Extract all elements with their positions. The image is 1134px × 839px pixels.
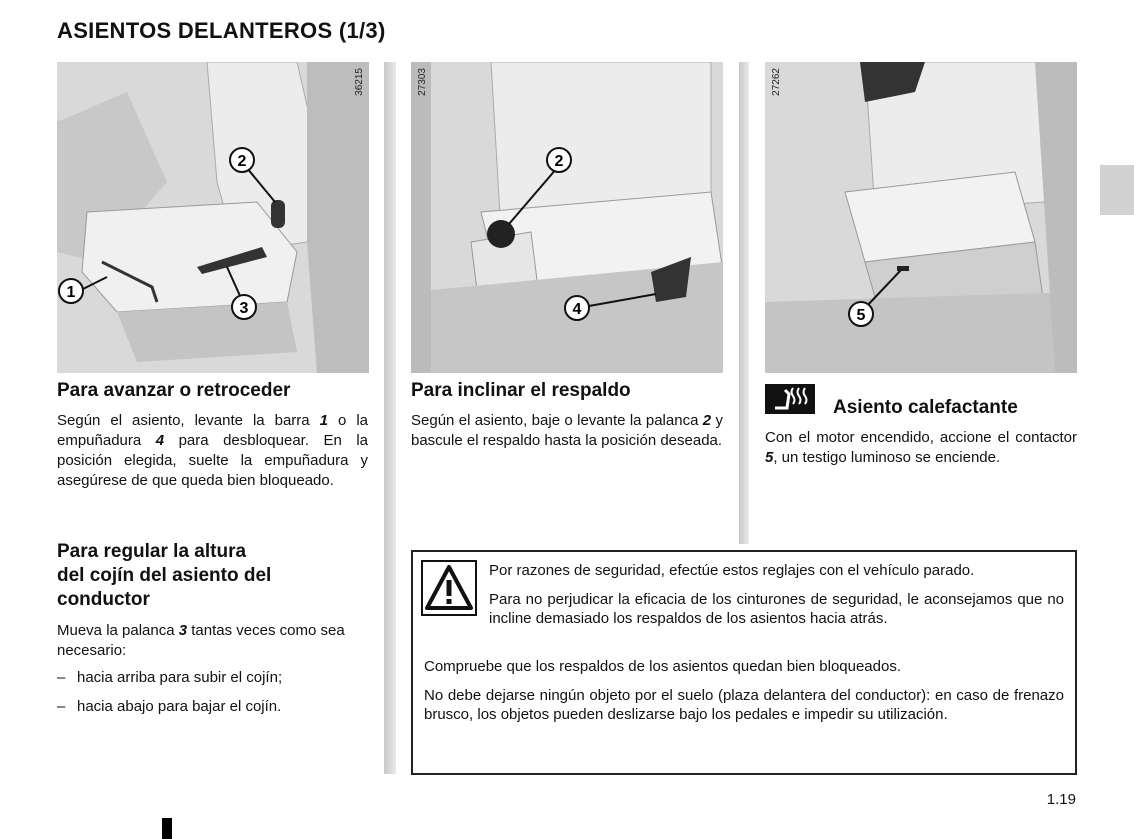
handle-2-shape [271,200,285,228]
figure-heated-seat [765,62,1077,373]
figure-backrest-recline [411,62,723,373]
heading-heated-seat: Asiento calefactante [833,397,1018,418]
svg-text:2: 2 [554,153,564,170]
list-item: – hacia arriba para subir el cojín; [57,669,283,686]
para-heated-seat: Con el motor encendido, accione el contactor 5, un testigo luminoso se enciende. [765,429,1077,466]
page-title-suffix: (1/3) [338,18,386,43]
warning-para-4: No debe dejarse ningún objeto por el suelo (plaza delantera del conductor): en caso de frenazo brusco, los objetos pueden deslizarse bajo los pedales e impedir su utilización. [424,687,1064,723]
warning-para-1: Por razones de seguridad, efectúe estos reglajes con el vehículo parado. [489,562,975,579]
figure-code: 36215 [354,68,365,96]
figure-seat-adjust [57,62,369,373]
svg-text:1: 1 [66,284,76,301]
warning-para-3: Compruebe que los respaldos de los asientos quedan bien bloqueados. [424,658,902,675]
page-title-main: ASIENTOS DELANTEROS [57,18,333,43]
warning-para-2: Para no perjudicar la eficacia de los cinturones de seguridad, le aconsejamos que no incline demasiado los respaldos de los asientos hacia atrás. [489,591,1064,627]
heading-recline: Para inclinar el respaldo [411,380,631,401]
column-divider-1 [384,62,396,774]
column-divider-2 [739,62,749,544]
warning-text-full [424,657,1064,724]
edge-marker [162,818,172,839]
callout-2 [547,148,571,172]
para-recline: Según el asiento, baje o levante la palanca 2 y bascule el respaldo hasta la posición deseada. [411,412,724,449]
warning-text [489,561,1064,628]
heading-forward-backward: Para avanzar o retroceder [57,380,291,401]
svg-text:3: 3 [239,300,249,317]
figure-code: 27262 [771,68,782,96]
warning-triangle-icon [421,560,477,616]
callout-4 [565,296,589,320]
heated-seat-icon [765,384,815,414]
para-seat-height: Mueva la palanca 3 tantas veces como sea necesario: [57,622,345,659]
list-item: – hacia abajo para bajar el cojín. [57,698,282,715]
page-number: 1.19 [1046,791,1076,808]
heading-seat-height: Para regular la altura del cojín del asiento del conductor [57,541,272,610]
switch-5-shape [897,266,909,271]
para-forward-backward: Según el asiento, levante la barra 1 o la empuñadura 4 para desbloquear. En la posición elegida, suelte la empuñadura y asegúrese de que queda bien bloqueado. [57,412,368,489]
callout-2 [230,148,254,172]
svg-text:2: 2 [237,153,247,170]
knob-2-shape [487,220,515,248]
svg-text:4: 4 [572,301,582,318]
callout-5 [849,302,873,326]
svg-text:5: 5 [856,307,866,324]
callout-1 [59,279,83,303]
callout-3 [232,295,256,319]
chapter-tab [1100,165,1134,215]
page-title [57,18,386,44]
figure-code: 27303 [417,68,428,96]
